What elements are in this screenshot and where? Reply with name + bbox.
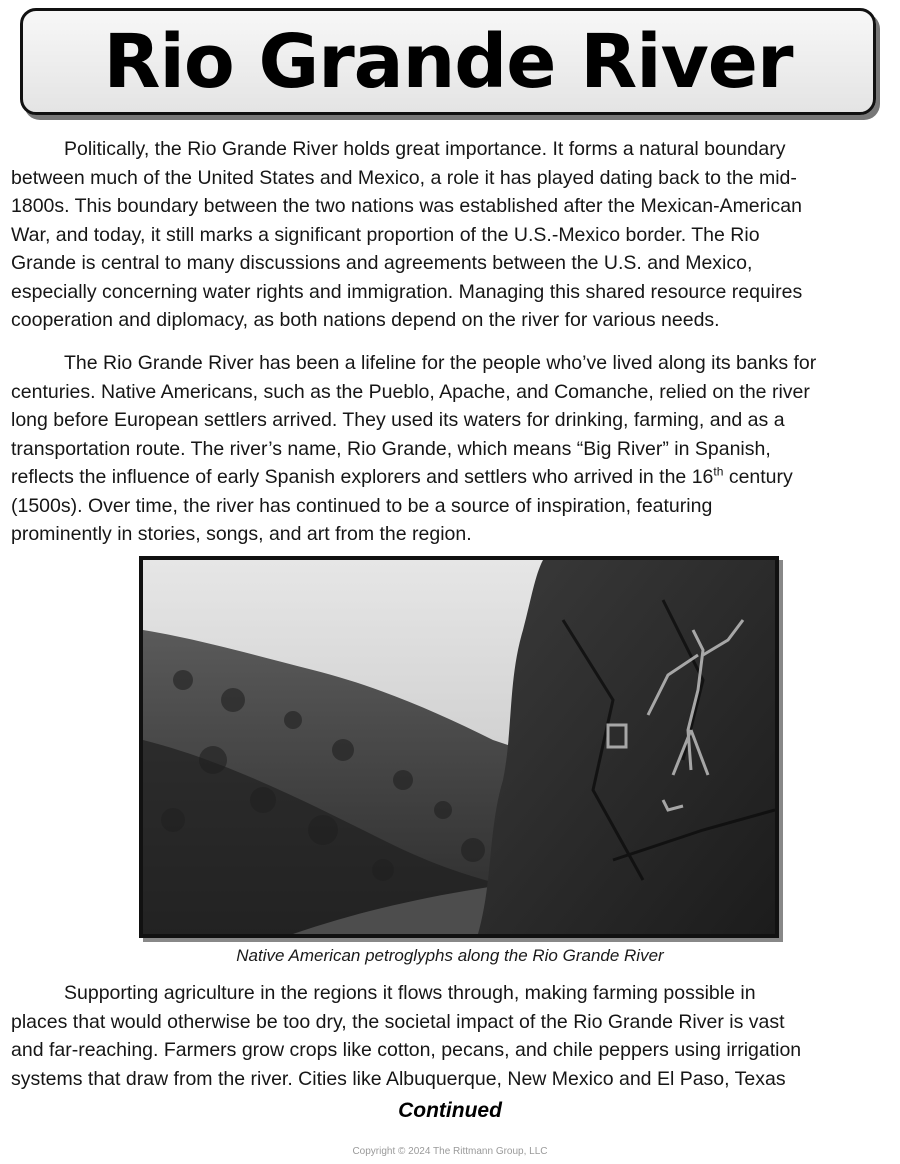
paragraph-line: places that would otherwise be too dry, the societal impact of the Rio Grande River is vast — [11, 1010, 785, 1033]
ordinal-superscript: th — [713, 464, 724, 479]
paragraph-line: War, and today, it still marks a significant proportion of the U.S.-Mexico border. The Rio — [11, 223, 760, 246]
century-text-end: century — [723, 466, 793, 488]
paragraph-line: prominently in stories, songs, and art from the region. — [11, 523, 472, 545]
paragraph-line: The Rio Grande River has been a lifeline for the people who’ve lived along its banks for — [64, 352, 817, 374]
page-title: Rio Grande River — [103, 19, 793, 105]
paragraph-line: cooperation and diplomacy, as both nations depend on the river for various needs. — [11, 309, 720, 331]
copyright-notice: Copyright © 2024 The Rittmann Group, LLC — [352, 1146, 548, 1157]
paragraph-line: Grande is central to many discussions and agreements between the U.S. and Mexico, — [11, 252, 753, 274]
paragraph-line: Politically, the Rio Grande River holds great importance. It forms a natural boundary — [64, 138, 786, 160]
century-text: reflects the influence of early Spanish explorers and settlers who arrived in the 16 — [11, 466, 714, 488]
paragraph-line: between much of the United States and Mexico, a role it has played dating back to the mid- — [11, 166, 797, 189]
paragraph-line — [11, 463, 891, 492]
paragraph-line: long before European settlers arrived. They used its waters for drinking, farming, and as a — [11, 409, 785, 431]
paragraph-line: 1800s. This boundary between the two nations was established after the Mexican-American — [11, 195, 802, 217]
paragraph-line: transportation route. The river’s name, Rio Grande, which means “Big River” in Spanish, — [11, 437, 771, 460]
paragraph-politics — [11, 135, 891, 335]
continued-label: Continued — [398, 1099, 502, 1122]
photo-illustration — [143, 560, 775, 934]
paragraph-line: and far-reaching. Farmers grow crops like cotton, pecans, and chile peppers using irrigation — [11, 1039, 802, 1061]
paragraph-history — [11, 349, 891, 549]
paragraph-agriculture — [11, 979, 891, 1093]
paragraph-line: centuries. Native Americans, such as the Pueblo, Apache, and Comanche, relied on the river — [11, 380, 810, 403]
paragraph-line: (1500s). Over time, the river has continued to be a source of inspiration, featuring — [11, 494, 713, 517]
paragraph-line: systems that draw from the river. Cities like Albuquerque, New Mexico and El Paso, Texas — [11, 1067, 786, 1090]
petroglyph-photo — [139, 556, 779, 938]
photo-caption: Native American petroglyphs along the Rio Grande River — [236, 946, 664, 965]
paragraph-line: especially concerning water rights and immigration. Managing this shared resource requires — [11, 280, 803, 303]
title-banner — [20, 8, 876, 115]
paragraph-line: Supporting agriculture in the regions it flows through, making farming possible in — [64, 982, 756, 1004]
